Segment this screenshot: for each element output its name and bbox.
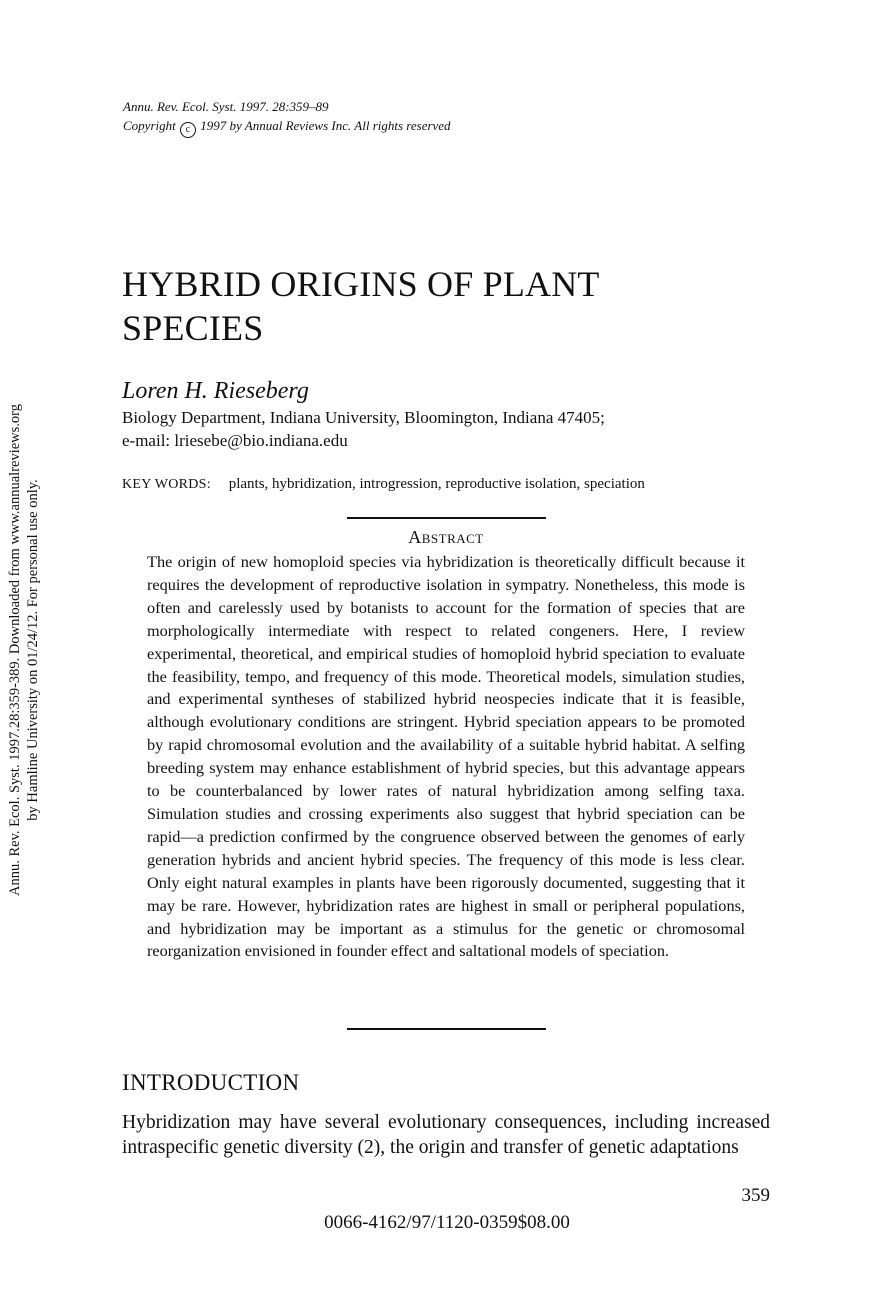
introduction-text: Hybridization may have several evolutionary consequences, including increased intraspecific genetic diversity (2), the origin and transfer of genetic adaptations: [122, 1112, 770, 1158]
title-line-1: HYBRID ORIGINS OF PLANT: [122, 264, 600, 304]
copyright-line: [123, 116, 451, 138]
abstract-heading: Abstract: [408, 527, 484, 547]
download-notice-line1: Annu. Rev. Ecol. Syst. 1997.28:359-389. Downloaded from www.annualreviews.org: [7, 404, 23, 896]
abstract-text: The origin of new homoploid species via hybridization is theoretically difficult because it requires the development of reproductive isolation in sympatry. Nonetheless, this mode is often and carelessly used by botanists to account for the formation of species that are morphologically intermediate with respect to related congeners. Here, I review experimental, theoretical, and empirical studies of homoploid hybrid speciation to evaluate the feasibility, tempo, and frequency of this mode. Theoretical models, simulation studies, and experimental syntheses of stabilized hybrid neospecies indicate that it is feasible, although evolutionary conditions are stringent. Hybrid speciation appears to be promoted by rapid chromosomal evolution and the availability of a suitable hybrid habitat. A selfing breeding system may enhance establishment of hybrid species, but this advantage appears to be counterbalanced by lower rates of natural hybridization among selfing taxa. Simulation studies and crossing experiments also suggest that hybrid speciation can be rapid—a prediction confirmed by the congruence observed between the genomes of early generation hybrids and ancient hybrid species. The frequency of this mode is less clear. Only eight natural examples in plants have been rigorously documented, suggesting that it may be rare. However, hybridization rates are highest in small or peripheral populations, and hybridization may be important as a stimulus for the genetic or chromosomal reorganization envisioned in founder effect and saltational models of speciation.: [147, 552, 745, 961]
journal-header: [123, 97, 451, 138]
title-line-2: SPECIES: [122, 308, 264, 348]
keywords: [122, 476, 645, 493]
copyright-suffix: 1997 by Annual Reviews Inc. All rights reserved: [200, 118, 451, 133]
affiliation-address: Biology Department, Indiana University, Bloomington, Indiana 47405;: [122, 408, 605, 427]
journal-citation: Annu. Rev. Ecol. Syst. 1997. 28:359–89: [123, 99, 329, 114]
copyright-prefix: Copyright: [123, 118, 176, 133]
author-affiliation: [122, 406, 605, 452]
issn-code: 0066-4162/97/1120-0359$08.00: [324, 1212, 570, 1233]
abstract-top-rule: [347, 517, 546, 519]
copyright-icon: c: [180, 122, 196, 138]
keywords-label: KEY WORDS:: [122, 477, 211, 492]
page-number: 359: [741, 1185, 770, 1206]
author-name: Loren H. Rieseberg: [122, 378, 309, 404]
download-notice: [6, 350, 42, 950]
download-notice-line2: by Hamline University on 01/24/12. For personal use only.: [25, 479, 41, 821]
affiliation-email: e-mail: lriesebe@bio.indiana.edu: [122, 431, 348, 450]
keywords-list: plants, hybridization, introgression, reproductive isolation, speciation: [228, 476, 645, 492]
article-title: [122, 262, 600, 350]
abstract-bottom-rule: [347, 1028, 546, 1030]
introduction-heading: INTRODUCTION: [122, 1070, 300, 1095]
